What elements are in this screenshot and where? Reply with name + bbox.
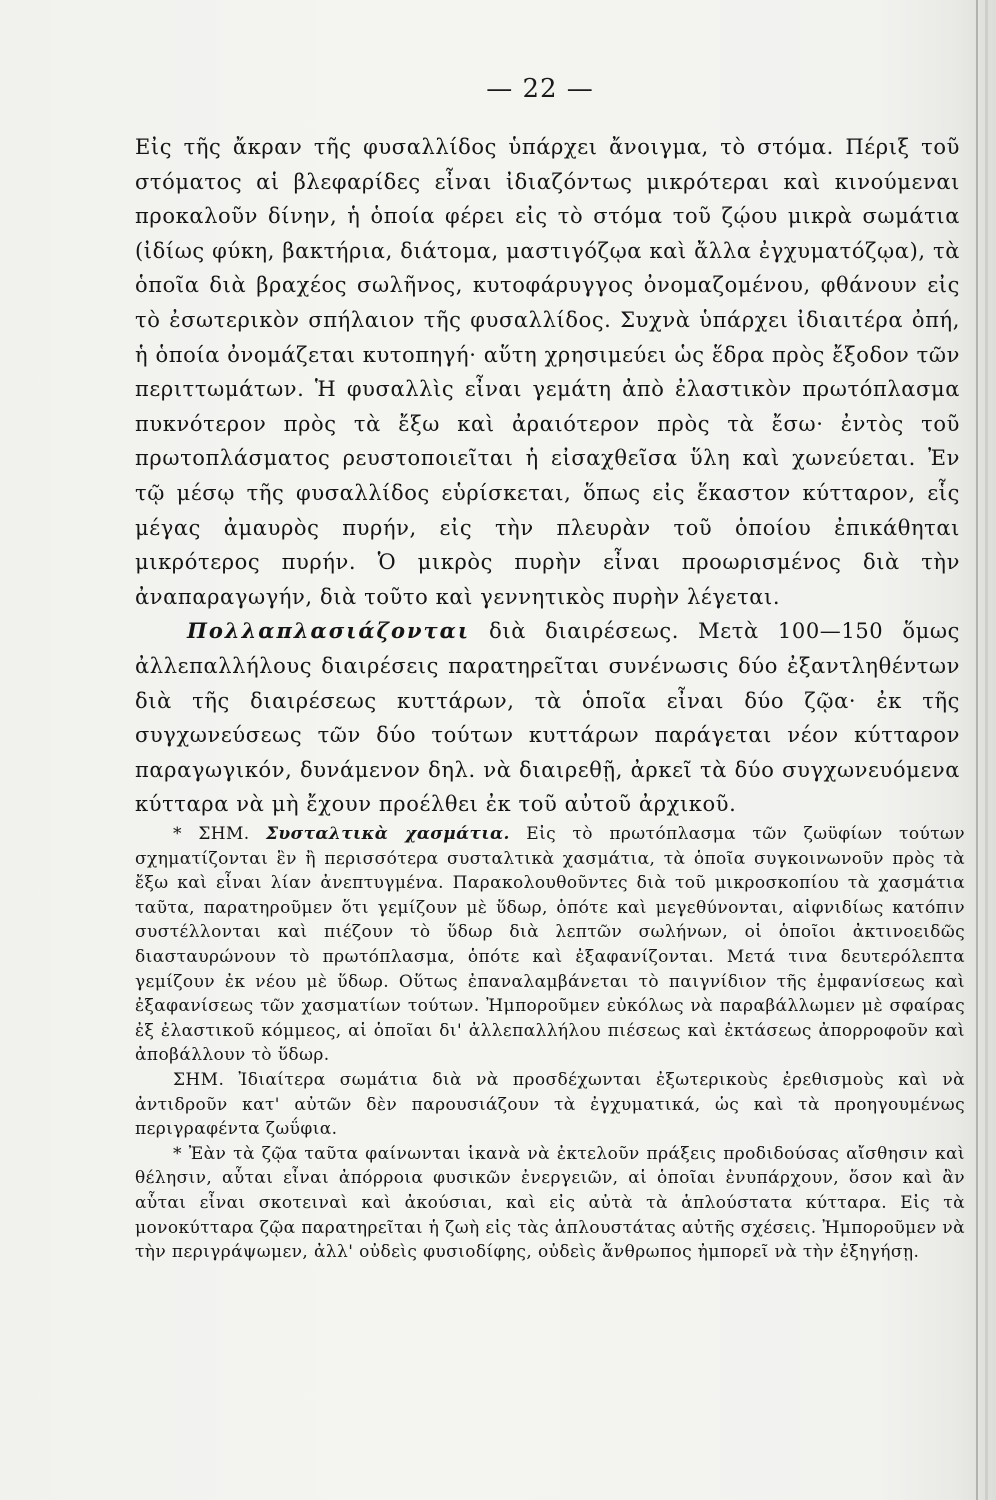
note-1-title: Συσταλτικὰ χασμάτια. <box>266 824 510 844</box>
note-1-text: Εἰς τὸ πρωτόπλασμα τῶν ζωϋφίων τούτων σχηματίζονται ἓν ἢ περισσότερα συσταλτικὰ χασμάτια, τὰ ὁποῖα συγκοινωνοῦν πρὸς τὰ ἔξω καὶ εἶναι λίαν ἀνεπτυγμένα. Παρακολουθοῦντες διὰ τοῦ μικροσκοπίου τὰ χασμάτια ταῦτα, παρατηροῦμεν ὅτι γεμίζουν μὲ ὕδωρ, ὁπότε καὶ μεγεθύνονται, αἰφνιδίως κατόπιν συστέλλονται καὶ πιέζουν τὸ ὕδωρ διὰ λεπτῶν σωλήνων, οἱ ὁποῖοι ἀκτινοειδῶς διασταυρώνουν τὸ πρωτόπλασμα, ὁπότε καὶ ἐξαφανίζονται. Μετά τινα δευτερόλεπτα γεμίζουν ἐκ νέου μὲ ὕδωρ. Οὕτως ἐπαναλαμβάνεται τὸ παιγνίδιον τῆς ἐμφανίσεως καὶ ἐξαφανίσεως τῶν χασματίων τούτων. Ἠμποροῦμεν εὐκόλως νὰ παραβάλλωμεν μὲ σφαίρας ἐξ ἐλαστικοῦ κόμμεος, αἱ ὁποῖαι δι' ἀλλεπαλλήλου πιέσεως καὶ ἐκτάσεως ἀπορροφοῦν καὶ ἀποβάλλουν τὸ ὕδωρ. <box>135 824 965 1066</box>
page-fold-line <box>976 0 978 1500</box>
main-paragraph-2 <box>135 614 960 822</box>
note-2: ΣΗΜ. Ἰδιαίτερα σωμάτια διὰ νὰ προσδέχωνται ἐξωτερικοὺς ἐρεθισμοὺς καὶ νὰ ἀντιδροῦν κατ' αὐτῶν δὲν παρουσιάζουν τὰ ἐγχυματικά, ὡς καὶ τὰ προηγουμένως περιγραφέντα ζωΰφια. <box>135 1069 965 1140</box>
notes-section <box>135 822 965 1265</box>
note-3: * Ἐὰν τὰ ζῷα ταῦτα φαίνωνται ἱκανὰ νὰ ἐκτελοῦν πράξεις προδιδούσας αἴσθησιν καὶ θέλησιν, αὗται εἶναι ἀπόρροια φυσικῶν ἐνεργειῶν, αἱ ὁποῖαι ἐνυπάρχουν, ὅσον καὶ ἂν αὗται εἶναι σκοτειναὶ καὶ ἀκούσιαι, καὶ εἰς αὐτὰ τὰ ἁπλούστατα κύτταρα. Εἰς τὰ μονοκύτταρα ζῷα παρατηρεῖται ἡ ζωὴ εἰς τὰς ἁπλουστάτας αὐτῆς σχέσεις. Ἠμποροῦμεν νὰ τὴν περιγράψωμεν, ἀλλ' οὐδεὶς φυσιοδίφης, οὐδεὶς ἄνθρωπος ἠμπορεῖ νὰ τὴν ἐξηγήσῃ. <box>135 1143 965 1263</box>
main-paragraph-2-text: διὰ διαιρέσεως. Μετὰ 100—150 ὅμως ἀλλεπαλλήλους διαιρέσεις παρατηρεῖται συνένωσις δύο ἐξαντληθέντων διὰ τῆς διαιρέσεως κυττάρων, τὰ ὁποῖα εἶναι δύο ζῷα· ἐκ τῆς συγχωνεύσεως τῶν δύο τούτων κυττάρων παράγεται νέον κύτταρον παραγωγικόν, δυνάμενον δηλ. νὰ διαιρεθῇ, ἀρκεῖ τὰ δύο συγχωνευόμενα κύτταρα νὰ μὴ ἔχουν προέλθει ἐκ τοῦ αὐτοῦ ἀρχικοῦ. <box>135 619 960 817</box>
emphasized-term: Πολλαπλασιάζονται <box>187 618 470 644</box>
note-1 <box>135 822 965 1068</box>
note-1-label: * ΣΗΜ. <box>173 824 267 844</box>
main-text <box>135 130 960 822</box>
main-paragraph-1: Εἰς τῆς ἄκραν τῆς φυσαλλίδος ὑπάρχει ἄνοιγμα, τὸ στόμα. Πέριξ τοῦ στόματος αἱ βλεφαρίδες εἶναι ἰδιαζόντως μικρότεραι καὶ κινούμεναι προκαλοῦν δίνην, ἡ ὁποία φέρει εἰς τὸ στόμα τοῦ ζῴου μικρὰ σωμάτια (ἰδίως φύκη, βακτήρια, διάτομα, μαστιγόζῳα καὶ ἄλλα ἐγχυματόζῳα), τὰ ὁποῖα διὰ βραχέος σωλῆνος, κυτοφάρυγγος ὀνομαζομένου, φθάνουν εἰς τὸ ἐσωτερικὸν σπήλαιον τῆς φυσαλλίδος. Συχνὰ ὑπάρχει ἰδιαιτέρα ὀπή, ἡ ὁποία ὀνομάζεται κυτοπηγή· αὕτη χρησιμεύει ὡς ἕδρα πρὸς ἔξοδον τῶν περιττωμάτων. Ἡ φυσαλλὶς εἶναι γεμάτη ἀπὸ ἐλαστικὸν πρωτόπλασμα πυκνότερον πρὸς τὰ ἔξω καὶ ἀραιότερον πρὸς τὰ ἔσω· ἐντὸς τοῦ πρωτοπλάσματος ρευστοποιεῖται ἡ εἰσαχθεῖσα ὕλη καὶ χωνεύεται. Ἐν τῷ μέσῳ τῆς φυσαλλίδος εὑρίσκεται, ὅπως εἰς ἕκαστον κύτταρον, εἷς μέγας ἀμαυρὸς πυρήν, εἰς τὴν πλευρὰν τοῦ ὁποίου ἐπικάθηται μικρότερος πυρήν. Ὁ μικρὸς πυρὴν εἶναι προωρισμένος διὰ τὴν ἀναπαραγωγήν, διὰ τοῦτο καὶ γεννητικὸς πυρὴν λέγεται. <box>135 135 960 609</box>
page-number: — 22 — <box>486 74 594 104</box>
page-edge <box>985 0 988 1500</box>
